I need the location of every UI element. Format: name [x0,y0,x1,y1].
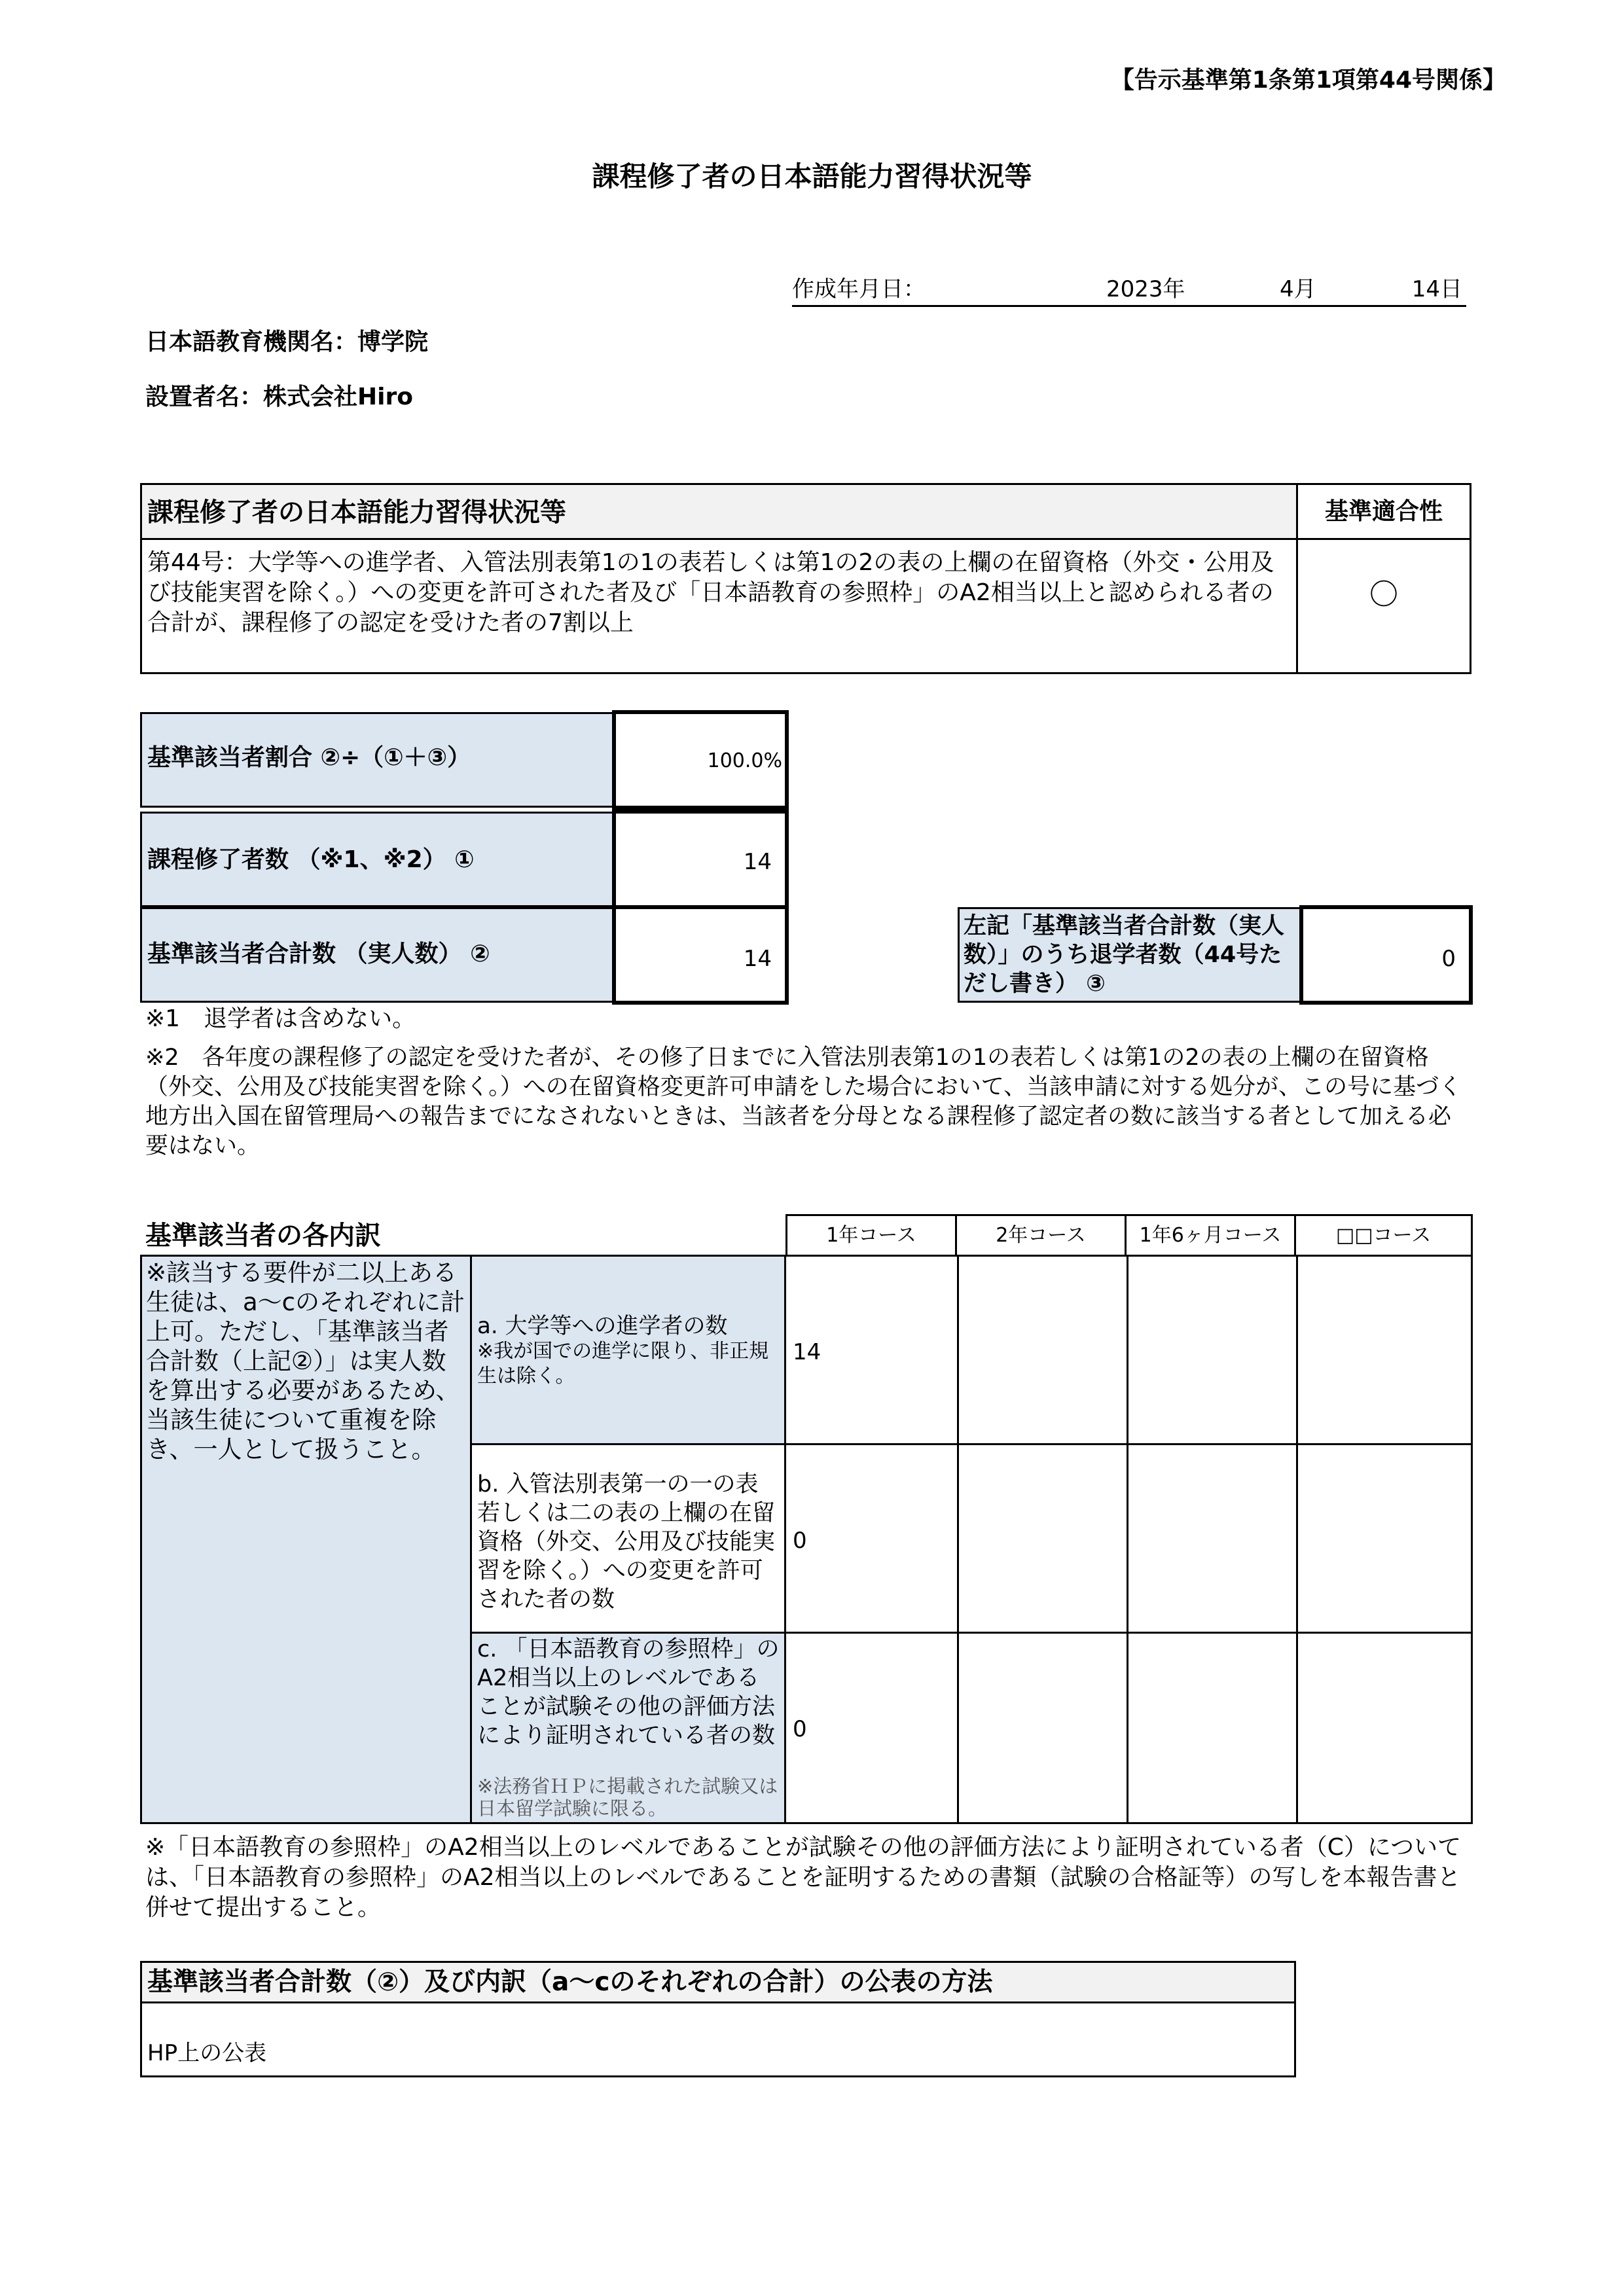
founder-name: 設置者名：株式会社Hiro [145,384,413,410]
page-title: 課程修了者の日本語能力習得状況等 [592,160,1032,192]
row-a-value-1: 14 [793,1339,821,1365]
conformity-mark: 〇 [1369,578,1398,611]
course-header-4 [1296,1216,1471,1255]
course-header-3 [1127,1216,1296,1255]
withdrawn-value-cell [1299,905,1473,1005]
grid-line [957,1257,959,1822]
course-header-4-label: □□コース [1335,1224,1432,1247]
withdrawn-value: 0 [1441,946,1456,972]
grid-line [786,1443,1471,1445]
note-2: ※2 各年度の課程修了の認定を受けた者が、その修了日までに入管法別表第1の1の表若しくは第1の2の表の上欄の在留資格（外交、公用及び技能実習を除く。）への在留資格変更許可申請をした場合において、当該申請に対する処分が、この号に基づく地方出入国在留管理局への報告までになされないときは、当該者を分母となる課程修了認定者の数に該当する者として加える必要はない。 [145,1045,1462,1159]
qualified-label-cell [140,907,614,1003]
criteria-heading: 課程修了者の日本語能力習得状況等 [147,497,566,528]
date-label: 作成年月日： [792,276,926,302]
institution-name: 日本語教育機関名：博学院 [145,329,429,355]
criteria-description-cell [142,540,1298,672]
row-a-label-cell [472,1257,786,1445]
completers-value-cell [612,810,789,909]
row-c-label-cell [472,1634,786,1822]
course-header-2 [957,1216,1127,1255]
criteria-heading-cell [142,485,1298,540]
course-header-1 [787,1216,957,1255]
qualified-label: 基準該当者合計数 （実人数） ② [147,941,490,967]
date-day: 14日 [1411,276,1462,302]
ratio-value: 100.0% [707,749,782,772]
conformity-heading: 基準適合性 [1324,498,1443,525]
criteria-description: 第44号：大学等への進学者、入管法別表第1の1の表若しくは第1の2の表の上欄の在留資格（外交・公用及び技能実習を除く。）への変更を許可された者及び「日本語教育の参照枠」のA2相当以上と認められる者の合計が、課程修了の認定を受けた者の7割以上 [147,549,1274,636]
publication-heading: 基準該当者合計数（②）及び内訳（a～cのそれぞれの合計）の公表の方法 [147,1967,993,1997]
grid-line [786,1632,1471,1634]
completers-label-cell [140,812,614,907]
grid-line [1127,1257,1128,1822]
breakdown-side-note: ※該当する要件が二以上ある生徒は、a～cのそれぞれに計上可。ただし、「基準該当者合計数（上記②）」は実人数を算出する必要があるため、当該生徒について重複を除き、一人として扱うこと。 [146,1259,465,1463]
row-c-sub: ※法務省ＨＰに掲載された試験又は日本留学試験に限る。 [477,1775,778,1820]
completers-value: 14 [743,849,772,875]
course-header-2-label: 2年コース [996,1224,1086,1247]
row-b-label-cell [472,1445,786,1634]
row-a-sub: ※我が国での進学に限り、非正規生は除く。 [477,1340,769,1388]
completers-label: 課程修了者数 （※1、※2） ① [147,846,475,873]
date-year: 2023年 [1106,276,1185,302]
qualified-value-cell [612,905,789,1005]
date-month: 4月 [1280,276,1316,302]
breakdown-side-note-cell [142,1257,472,1822]
regulation-reference: 【告示基準第1条第1項第44号関係】 [1110,67,1506,94]
breakdown-footnote: ※「日本語教育の参照枠」のA2相当以上のレベルであることが試験その他の評価方法により証明されている者（C）については、「日本語教育の参照枠」のA2相当以上のレベルであることを証明するための書類（試験の合格証等）の写しを本報告書と併せて提出すること。 [145,1834,1462,1921]
conformity-cell [1298,540,1470,672]
publication-method: HP上の公表 [147,2040,267,2066]
ratio-label: 基準該当者割合 ②÷（①＋③） [147,744,471,771]
publication-heading-cell [142,1963,1294,2003]
row-b-label: b. 入管法別表第一の一の表若しくは二の表の上欄の在留資格（外交、公用及び技能実習を除く。）への変更を許可された者の数 [477,1471,776,1613]
ratio-label-cell [140,712,614,808]
course-header-row [785,1214,1473,1255]
withdrawn-label-cell [958,907,1301,1003]
breakdown-body [140,1255,1473,1824]
note-1: ※1 退学者は含めない。 [145,1005,416,1032]
breakdown-heading: 基準該当者の各内訳 [145,1221,381,1251]
withdrawn-label: 左記「基準該当者合計数（実人数）」のうち退学者数（44号ただし書き） ③ [964,913,1285,997]
course-header-3-label: 1年6ヶ月コース [1139,1224,1282,1247]
row-c-label: c. 「日本語教育の参照枠」のA2相当以上のレベルであることが試験その他の評価方法により証明されている者の数 [477,1636,780,1749]
publication-table [140,1961,1296,2077]
date-line [792,275,1466,307]
course-header-1-label: 1年コース [826,1224,916,1247]
ratio-value-cell [612,710,789,810]
conformity-heading-cell [1298,485,1470,540]
criteria-table [140,483,1471,674]
grid-line [1296,1257,1298,1822]
row-a-label: a. 大学等への進学者の数 [477,1313,728,1339]
row-b-value-1: 0 [793,1528,807,1554]
row-c-value-1: 0 [793,1716,807,1742]
qualified-value: 14 [743,946,772,972]
